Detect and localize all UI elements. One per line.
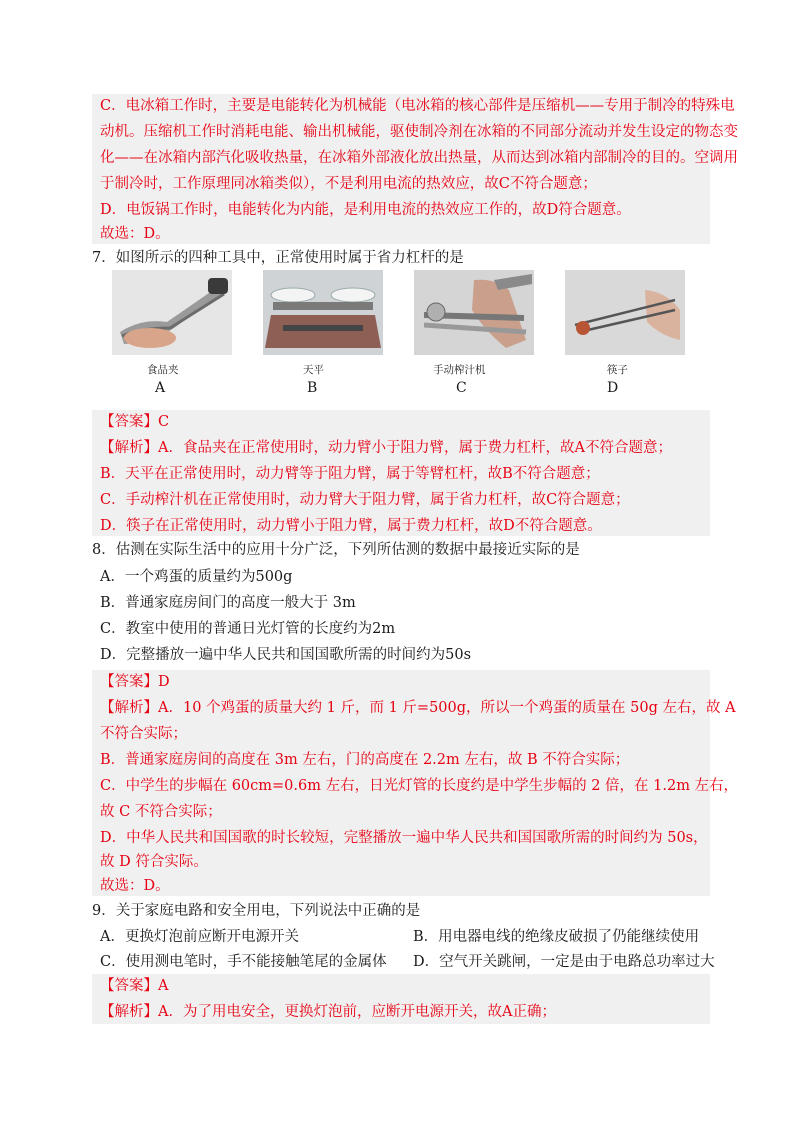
q9-option-a: A．更换灯泡前应断开电源开关 [100,929,299,945]
q6-line-2: 动机。压缩机工作时消耗电能、输出机械能，驱使制冷剂在冰箱的不同部分流动并发生设定的物态变 [100,124,738,140]
balance-image [263,270,383,355]
q7-answer-block [92,410,710,536]
figure-c-caption: 手动榨汁机 [433,364,486,376]
figure-b-caption: 天平 [303,364,324,376]
q8-conclusion: 故选：D。 [100,878,170,894]
q6-line-4: 于制冷时，工作原理同冰箱类似），不是利用电流的热效应，故C不符合题意； [100,176,597,192]
figure-c-letter: C [456,380,467,396]
figure-d [565,270,685,355]
q9-answer: 【答案】A [100,978,169,994]
q8-answer: 【答案】D [100,674,170,690]
food-tongs-image [112,270,232,355]
figure-d-letter: D [607,380,619,396]
q9-stem: 9．关于家庭电路和安全用电，下列说法中正确的是 [92,903,421,919]
q7-analysis-4: D．筷子在正常使用时，动力臂小于阻力臂，属于费力杠杆，故D不符合题意。 [100,518,602,534]
figure-a-letter: A [155,380,166,396]
q7-stem: 7．如图所示的四种工具中，正常使用时属于省力杠杆的是 [92,250,464,266]
chopsticks-image [565,270,685,355]
q7-analysis-2: B．天平在正常使用时，动力臂等于阻力臂，属于等臂杠杆，故B不符合题意； [100,466,600,482]
q6-line-5: D．电饭锅工作时，电能转化为内能，是利用电流的热效应工作的，故D符合题意。 [100,202,631,218]
q8-answer-block [92,670,739,896]
q9-option-d: D．空气开关跳闸，一定是由于电路总功率过大 [413,954,715,970]
q8-analysis-7: 故 D 符合实际。 [100,854,208,870]
q6-line-3: 化——在冰箱内部汽化吸收热量，在冰箱外部液化放出热量，从而达到冰箱内部制冷的目的。空调用 [100,150,738,166]
q8-analysis-2: 不符合实际； [100,726,187,742]
q6-line-1: C．电冰箱工作时，主要是电能转化为机械能（电冰箱的核心部件是压缩机——专用于制冷的特殊电 [100,98,735,114]
q8-analysis-1: 【解析】A．10 个鸡蛋的质量大约 1 斤，而 1 斤=500g，所以一个鸡蛋的质量在 50g 左右，故 A [100,700,736,716]
q8-analysis-4: C．中学生的步幅在 60cm=0.6m 左右，日光灯管的长度约是中学生步幅的 2 倍，在 1.2m 左右， [100,778,739,794]
juicer-image [414,270,534,355]
q8-option-b: B．普通家庭房间门的高度一般大于 3m [100,595,356,611]
q9-answer-block [92,974,710,1024]
figure-a-caption: 食品夹 [147,364,179,376]
figure-a [112,270,232,355]
figure-d-caption: 筷子 [607,364,628,376]
q8-analysis-6: D．中华人民共和国国歌的时长较短，完整播放一遍中华人民共和国国歌所需的时间约为 50s， [100,830,708,846]
q8-option-d: D．完整播放一遍中华人民共和国国歌所需的时间约为50s [100,647,472,663]
q9-option-c: C．使用测电笔时，手不能接触笔尾的金属体 [100,954,387,970]
q7-answer: 【答案】C [100,414,170,430]
q6-conclusion: 故选：D。 [100,226,170,242]
q9-analysis-1: 【解析】A．为了用电安全，更换灯泡前，应断开电源开关，故A正确； [100,1004,556,1020]
q9-option-b: B．用电器电线的绝缘皮破损了仍能继续使用 [413,929,700,945]
q7-analysis-1: 【解析】A．食品夹在正常使用时，动力臂小于阻力臂，属于费力杠杆，故A不符合题意； [100,440,672,456]
q6-analysis-block [92,94,738,244]
q8-analysis-5: 故 C 不符合实际； [100,804,222,820]
figure-b [263,270,383,355]
q8-analysis-3: B．普通家庭房间的高度在 3m 左右，门的高度在 2.2m 左右，故 B 不符合实际； [100,752,630,768]
q7-analysis-3: C．手动榨汁机在正常使用时，动力臂大于阻力臂，属于省力杠杆，故C符合题意； [100,492,630,508]
figure-c [414,270,534,355]
figure-b-letter: B [307,380,318,396]
q8-stem: 8．估测在实际生活中的应用十分广泛，下列所估测的数据中最接近实际的是 [92,542,580,558]
q8-option-a: A．一个鸡蛋的质量约为500g [100,569,293,585]
q8-option-c: C．教室中使用的普通日光灯管的长度约为2m [100,621,396,637]
